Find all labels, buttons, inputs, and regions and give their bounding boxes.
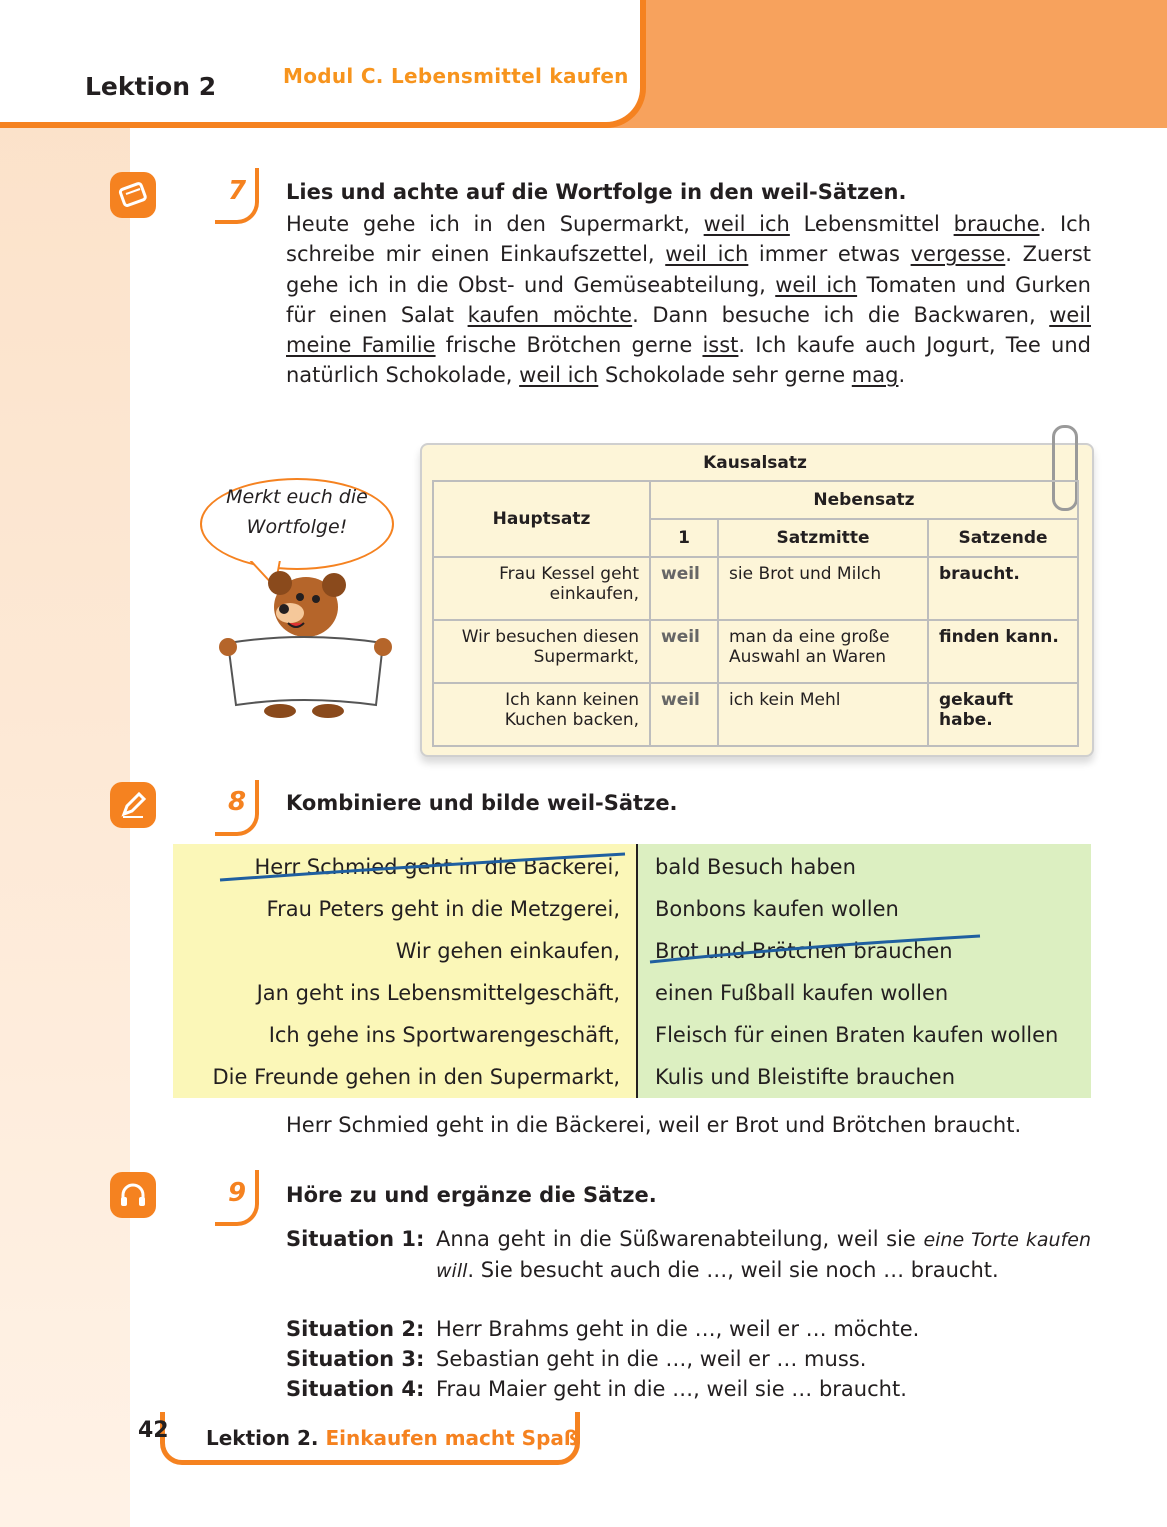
combo-left-item: Jan geht ins Lebensmittelgeschäft, — [256, 981, 620, 1005]
situation-text: Sebastian geht in die …, weil er … muss. — [436, 1347, 867, 1371]
cell-mitte: sie Brot und Milch — [718, 557, 928, 620]
combo-right-item: Fleisch für einen Braten kaufen wollen — [655, 1023, 1059, 1047]
situation-label: Situation 1: — [286, 1227, 425, 1251]
pen-strike-left — [215, 846, 635, 886]
combo-right-item: Brot und Brötchen brauchen — [655, 939, 953, 963]
combo-left-item: Frau Peters geht in die Metzgerei, — [266, 897, 620, 921]
cell-haupt: Wir besuchen diesen Supermarkt, — [433, 620, 650, 683]
lektion-label: Lektion 2 — [85, 72, 217, 101]
cell-mitte: ich kein Mehl — [718, 683, 928, 746]
combo-left-item: Herr Schmied geht in die Bäckerei, — [254, 855, 620, 879]
pencil-icon — [110, 782, 156, 828]
combo-left-item: Wir gehen einkaufen, — [395, 939, 620, 963]
footer-title: Lektion 2. Einkaufen macht Spaß — [206, 1426, 579, 1450]
combo-divider — [636, 844, 638, 1098]
header-hauptsatz: Hauptsatz — [433, 481, 650, 557]
situation-text: Anna geht in die Süßwarenabteilung, weil sie eine Torte kaufen will. Sie besucht auch die …, weil sie noch … braucht. — [436, 1227, 1091, 1282]
cell-mitte: man da eine große Auswahl an Waren — [718, 620, 928, 683]
task-9-number: 9 — [228, 1178, 247, 1208]
cell-ende: braucht. — [928, 557, 1078, 620]
situation-label: Situation 4: — [286, 1377, 425, 1401]
task-7-title: Lies und achte auf die Wortfolge in den weil-Sätzen. — [286, 180, 907, 204]
cell-ende: finden kann. — [928, 620, 1078, 683]
speech-bubble-text: Merkt euch die Wortfolge! — [226, 486, 368, 538]
table-row — [433, 557, 1078, 620]
combo-left-item: Die Freunde gehen in den Supermarkt, — [212, 1065, 620, 1089]
bear-illustration — [208, 565, 398, 725]
header-1: 1 — [650, 519, 718, 557]
modul-title: Modul C. Lebensmittel kaufen — [283, 64, 629, 88]
combo-right-item: Kulis und Bleistifte brauchen — [655, 1065, 956, 1089]
cell-weil: weil — [650, 683, 718, 746]
task-7-text: Heute gehe ich in den Supermarkt, weil ich Lebensmittel brauche. Ich schreibe mir einen Einkaufszettel, weil ich immer etwas vergesse. Zuerst gehe ich in die Obst- und Gemüseabteilung, weil ich Tomaten und Gurken für einen Salat kaufen möchte. Dann besuche ich die Backwaren, weil meine Familie frische Brötchen gerne isst. Ich kaufe auch Jogurt, Tee und natürlich Schokolade, weil ich Schokolade sehr gerne mag. — [286, 212, 1091, 388]
combo-right-item: einen Fußball kaufen wollen — [655, 981, 949, 1005]
left-margin-strip — [0, 0, 130, 1527]
cell-ende: gekauft habe. — [928, 683, 1078, 746]
header-satzende: Satzende — [928, 519, 1078, 557]
pen-strike-right — [645, 928, 985, 968]
task-7-number: 7 — [228, 176, 247, 206]
situation-text: Herr Brahms geht in die …, weil er … möchte. — [436, 1317, 920, 1341]
combo-right-item: bald Besuch haben — [655, 855, 856, 879]
task-9-title: Höre zu und ergänze die Sätze. — [286, 1183, 657, 1207]
page-number: 42 — [138, 1418, 169, 1443]
table-row — [433, 683, 1078, 746]
combo-right-item: Bonbons kaufen wollen — [655, 897, 899, 921]
task-8-title: Kombiniere und bilde weil-Sätze. — [286, 791, 678, 815]
header-satzmitte: Satzmitte — [718, 519, 928, 557]
headphones-icon — [110, 1172, 156, 1218]
task-8-number: 8 — [228, 787, 247, 817]
cell-haupt: Frau Kessel geht einkaufen, — [433, 557, 650, 620]
book-icon — [110, 172, 156, 218]
combo-left-item: Ich gehe ins Sportwarengeschäft, — [268, 1023, 620, 1047]
header-nebensatz: Nebensatz — [650, 481, 1078, 519]
table-row — [433, 620, 1078, 683]
situation-label: Situation 2: — [286, 1317, 425, 1341]
grammar-title: Kausalsatz — [703, 453, 807, 473]
cell-weil: weil — [650, 620, 718, 683]
situation-text: Frau Maier geht in die …, weil sie … braucht. — [436, 1377, 907, 1401]
grammar-table — [432, 480, 1079, 747]
cell-weil: weil — [650, 557, 718, 620]
cell-haupt: Ich kann keinen Kuchen backen, — [433, 683, 650, 746]
task-8-example: Herr Schmied geht in die Bäckerei, weil er Brot und Brötchen braucht. — [286, 1113, 1022, 1137]
situation-label: Situation 3: — [286, 1347, 425, 1371]
